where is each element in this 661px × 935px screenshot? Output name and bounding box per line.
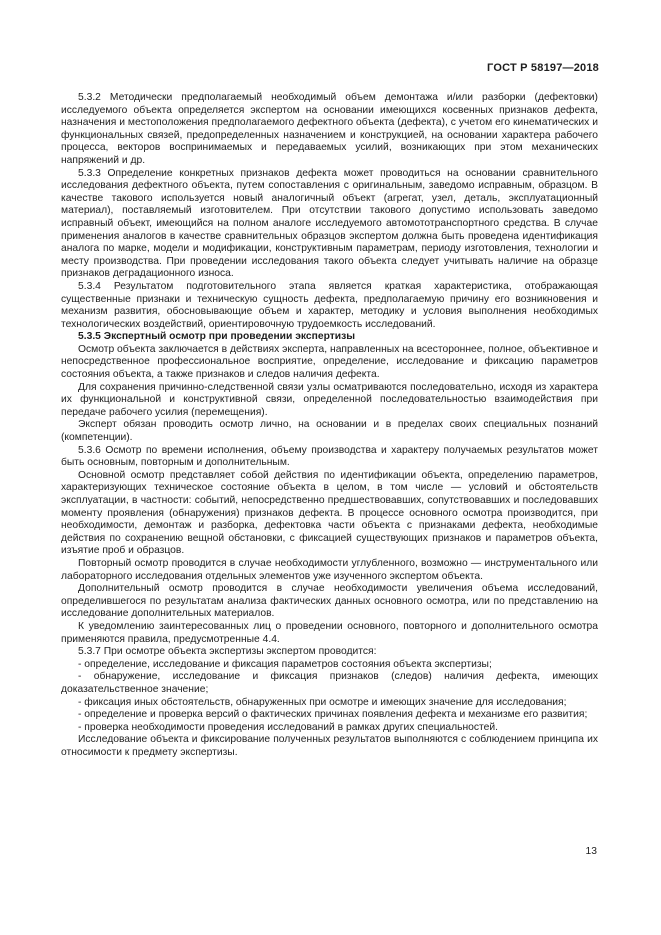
paragraph-5-3-3: 5.3.3 Определение конкретных признаков дефекта может проводиться на основании сравнительного исследования дефектного объекта, путем сопоставления с оригинальным, заведомо исправным, образцом. В качестве такового используется новый аналогичный объект (агрегат, узел, деталь, эксплуатационный материал), поставляемый изготовителем. При отсутствии такового допустимо использовать заведомо исправный объект, имеющийся на полном аналоге исследуемого автомототранспортного средства. В случае применения аналогов в качестве сравнительных образцов экспертом должна быть проведена идентификация аналога по марке, модели и модификации, конструктивным параметрам, периоду изготовления, технологии и месту производства. При проведении исследования такого объекта следует учитывать наличие на образце признаков деградационного износа. xyxy=(61,167,598,280)
paragraph: Осмотр объекта заключается в действиях эксперта, направленных на всестороннее, полное, объективное и непосредственное профессиональное восприятие, определение, исследование и фиксацию параметров состояния объекта, а также признаков и следов наличия дефекта. xyxy=(61,343,598,381)
document-body xyxy=(61,92,598,759)
list-item: - проверка необходимости проведения исследований в рамках других специальностей. xyxy=(78,721,498,733)
list-item: - фиксация иных обстоятельств, обнаруженных при осмотре и имеющих значение для исследования; xyxy=(78,696,567,708)
standard-header: ГОСТ Р 58197—2018 xyxy=(487,62,599,74)
paragraph-5-3-7: 5.3.7 При осмотре объекта экспертизы экспертом проводится: xyxy=(78,646,377,658)
section-heading-5-3-5: 5.3.5 Экспертный осмотр при проведении экспертизы xyxy=(78,331,356,343)
list-item: - определение, исследование и фиксация параметров состояния объекта экспертизы; xyxy=(78,658,492,670)
page-number: 13 xyxy=(585,846,597,857)
paragraph: Дополнительный осмотр проводится в случае необходимости увеличения объема исследований, определившегося по результатам анализа фактических данных основного осмотра, или по представлению на исследование дополнительных материалов. xyxy=(61,583,598,620)
paragraph: Эксперт обязан проводить осмотр лично, на основании и в пределах своих специальных познаний (компетенции). xyxy=(61,419,598,444)
list-item: - обнаружение, исследование и фиксация признаков (следов) наличия дефекта, имеющих доказательственное значение; xyxy=(61,671,598,695)
paragraph-5-3-6: 5.3.6 Осмотр по времени исполнения, объему производства и характеру получаемых результатов может быть основным, повторным и дополнительным. xyxy=(61,444,598,469)
paragraph-5-3-4: 5.3.4 Результатом подготовительного этапа является краткая характеристика, отображающая существенные признаки и техническую сущность дефекта, предполагаемую причину его возникновения и механизм развития, обосновывающие объем и характер, методику и условия выполнения необходимых технологических воздействий, ориентировочную трудоемкость исследований. xyxy=(61,280,598,330)
paragraph: Для сохранения причинно-следственной связи узлы осматриваются последовательно, исходя из характера их функциональной и конструктивной связи, определенной последовательностью взаимодействия при передаче рабочего усилия (перемещения). xyxy=(61,381,598,418)
paragraph: Исследование объекта и фиксирование полученных результатов выполняются с соблюдением принципа их относимости к предмету экспертизы. xyxy=(61,734,598,758)
paragraph: К уведомлению заинтересованных лиц о проведении основного, повторного и дополнительного осмотра применяются правила, предусмотренные 4.4. xyxy=(61,620,598,645)
list-item: - определение и проверка версий о фактических причинах появления дефекта и механизме его развития; xyxy=(78,709,588,721)
paragraph: Основной осмотр представляет собой действия по идентификации объекта, определению параметров, характеризующих техническое состояние объекта в целом, в том числе — условий и обстоятельств эксплуатации, в частности: событий, непосредственно предшествовавших, сопутствовавших и последовавших моменту проявления (обнаружения) признаков дефекта. В процессе основного осмотра производится, при необходимости, демонтаж и разборка, дефектовка части объекта с признаками дефекта, необходимые действия по сохранению вещной обстановки, с фиксацией существующих признаков и параметров объекта, изъятие проб и образцов. xyxy=(61,469,598,557)
paragraph-5-3-2: 5.3.2 Методически предполагаемый необходимый объем демонтажа и/или разборки (дефектовки) исследуемого объекта определяется экспертом на основании имеющихся косвенных признаков дефекта, назначения и местоположения предполагаемого дефектного объекта (дефекта), с учетом его кинематических и функциональных связей, предопределенных назначением и конструкцией, на основании характера рабочего процесса, векторов воспринимаемых и передаваемых усилий, возникающих при этом механических напряжений и др. xyxy=(61,92,598,166)
paragraph: Повторный осмотр проводится в случае необходимости углубленного, возможно — инструментального или лабораторного исследования отдельных элементов уже изученного экспертом объекта. xyxy=(61,557,598,582)
